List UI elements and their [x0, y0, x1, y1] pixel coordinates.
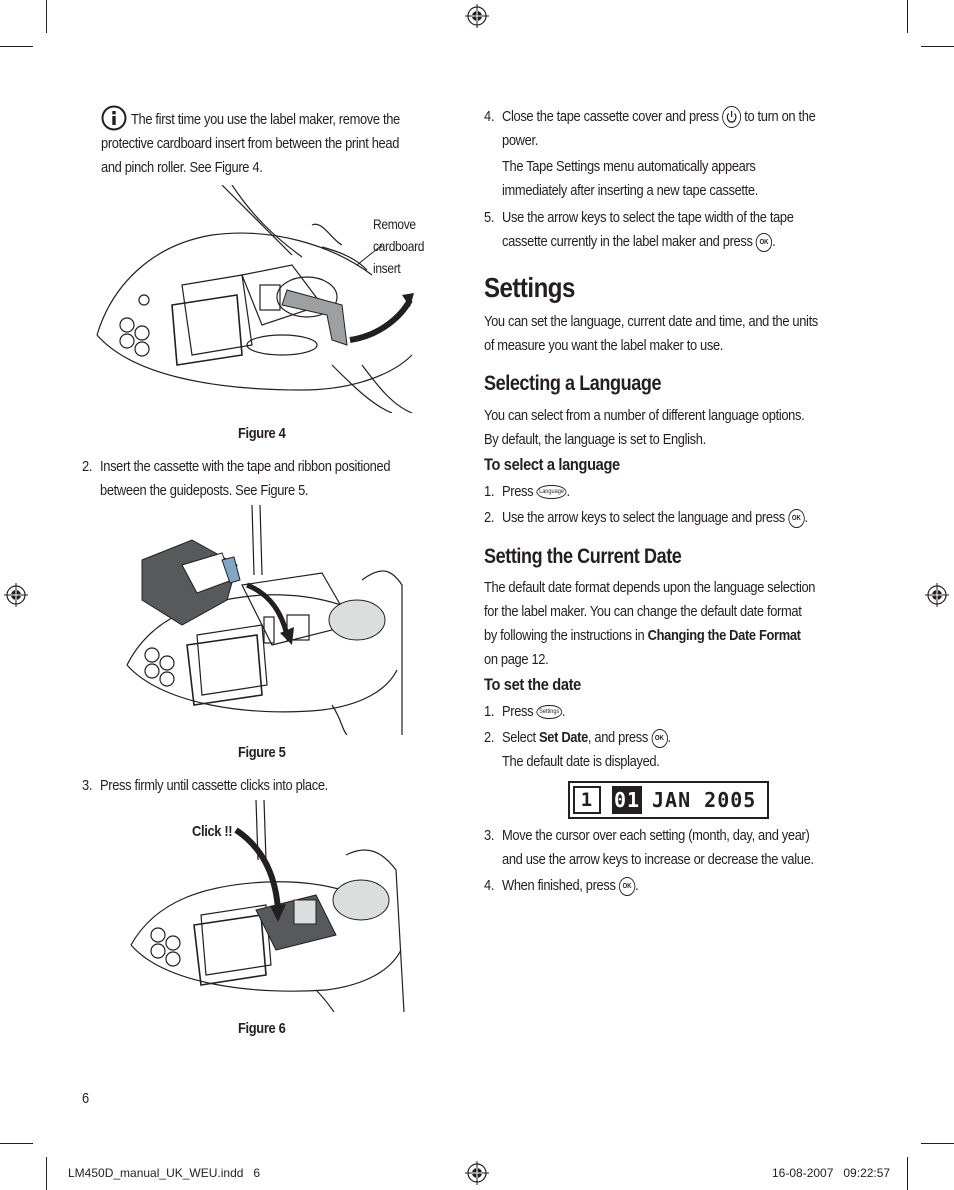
date-step1-text: Press [502, 703, 534, 720]
step4-text-b: to turn on the [744, 108, 816, 125]
note-text-line1: The first time you use the label maker, remove the [131, 111, 400, 128]
date-step4-number: 4. [484, 877, 495, 894]
ok-key-icon: OK [651, 729, 667, 748]
step4-line2: power. [502, 132, 538, 149]
footer-file-name: LM450D_manual_UK_WEU.indd 6 [68, 1166, 261, 1180]
language-heading: Selecting a Language [484, 372, 662, 395]
date-step2-number: 2. [484, 729, 495, 746]
lcd-day-highlight: 01 [614, 788, 641, 812]
footer-timestamp: 16-08-2007 09:22:57 [772, 1166, 891, 1180]
date-step2-note: The default date is displayed. [502, 753, 660, 770]
note-text-line3: and pinch roller. See Figure 4. [101, 159, 263, 176]
fig4-callout-line2: cardboard [373, 238, 425, 254]
page-number: 6 [82, 1090, 89, 1107]
step3-text: Press firmly until cassette clicks into place. [100, 777, 328, 794]
date-step1-number: 1. [484, 703, 495, 720]
settings-key-icon: Settings [537, 705, 562, 720]
step5-line2: cassette currently in the label maker and press OK . [502, 233, 776, 250]
date-line3-text: by following the instructions in [484, 627, 645, 644]
figure-6-caption: Figure 6 [238, 1020, 286, 1037]
step4-number: 4. [484, 108, 495, 125]
language-step2-text: Use the arrow keys to select the language and press [502, 509, 785, 526]
date-step2-text-c: , and press [587, 729, 648, 746]
date-line2: for the label maker. You can change the default date format [484, 603, 802, 620]
set-date-option: Set Date [539, 729, 588, 746]
step2-line1: Insert the cassette with the tape and ribbon positioned [100, 458, 391, 475]
step5-text: cassette currently in the label maker and press [502, 233, 753, 250]
step2-number: 2. [82, 458, 93, 475]
lcd-month-year: JAN 2005 [652, 788, 757, 812]
language-line1: You can select from a number of different language options. [484, 407, 805, 424]
language-key-icon: Language [537, 485, 567, 500]
date-line1: The default date format depends upon the language selection [484, 579, 816, 596]
ok-key-icon: OK [756, 233, 772, 252]
info-icon [101, 105, 127, 131]
ok-key-icon: OK [788, 509, 804, 528]
language-step2: Use the arrow keys to select the language and press OK . [502, 509, 808, 526]
settings-heading: Settings [484, 272, 575, 303]
settings-line2: of measure you want the label maker to use. [484, 337, 724, 354]
lcd-day-box: 1 [573, 786, 601, 814]
date-format-reference: Changing the Date Format [647, 627, 801, 644]
figure-4-caption: Figure 4 [238, 425, 286, 442]
date-line3 [484, 624, 801, 648]
fig4-callout-line3: insert [373, 260, 401, 276]
date-step3-number: 3. [484, 827, 495, 844]
language-subheading: To select a language [484, 455, 620, 474]
step2-line2: between the guideposts. See Figure 5. [100, 482, 309, 499]
language-step2-number: 2. [484, 509, 495, 526]
fig4-callout-line1: Remove [373, 216, 416, 232]
date-step4-text: When finished, press [502, 877, 616, 894]
date-subheading: To set the date [484, 675, 581, 694]
power-key-icon [722, 106, 741, 128]
step4-note-line1: The Tape Settings menu automatically appears [502, 158, 756, 175]
figure-5-caption: Figure 5 [238, 744, 286, 761]
date-step1: Press Settings . [502, 703, 566, 720]
note-text-line2: protective cardboard insert from between the print head [101, 135, 400, 152]
date-step3-line2: and use the arrow keys to increase or decrease the value. [502, 851, 814, 868]
date-step2-text-a: Select [502, 729, 536, 746]
language-step1-text: Press [502, 483, 534, 500]
step3-number: 3. [82, 777, 93, 794]
step4-note-line2: immediately after inserting a new tape cassette. [502, 182, 758, 199]
fig6-click-callout: Click !! [192, 823, 233, 840]
language-step1-number: 1. [484, 483, 495, 500]
figure-5-illustration [122, 505, 406, 735]
step5-line1: Use the arrow keys to select the tape width of the tape [502, 209, 794, 226]
registration-mark-icon [4, 583, 28, 607]
registration-mark-icon [465, 1161, 489, 1185]
language-line2: By default, the language is set to English. [484, 431, 706, 448]
date-heading: Setting the Current Date [484, 545, 682, 568]
date-step4: When finished, press OK . [502, 877, 639, 894]
step4-line1 [502, 105, 815, 129]
figure-6-illustration [126, 800, 410, 1012]
date-line4: on page 12. [484, 651, 549, 668]
date-step3-line1: Move the cursor over each setting (month, day, and year) [502, 827, 810, 844]
power-icon [723, 107, 740, 127]
date-step2: Select Set Date, and press OK . [502, 729, 671, 746]
language-step1: Press Language . [502, 483, 570, 500]
lcd-date-display [568, 781, 769, 819]
registration-mark-icon [465, 4, 489, 28]
ok-key-icon: OK [619, 877, 635, 896]
settings-line1: You can set the language, current date and time, and the units [484, 313, 818, 330]
registration-mark-icon [925, 583, 949, 607]
step5-number: 5. [484, 209, 495, 226]
step4-text-a: Close the tape cassette cover and press [502, 108, 719, 125]
